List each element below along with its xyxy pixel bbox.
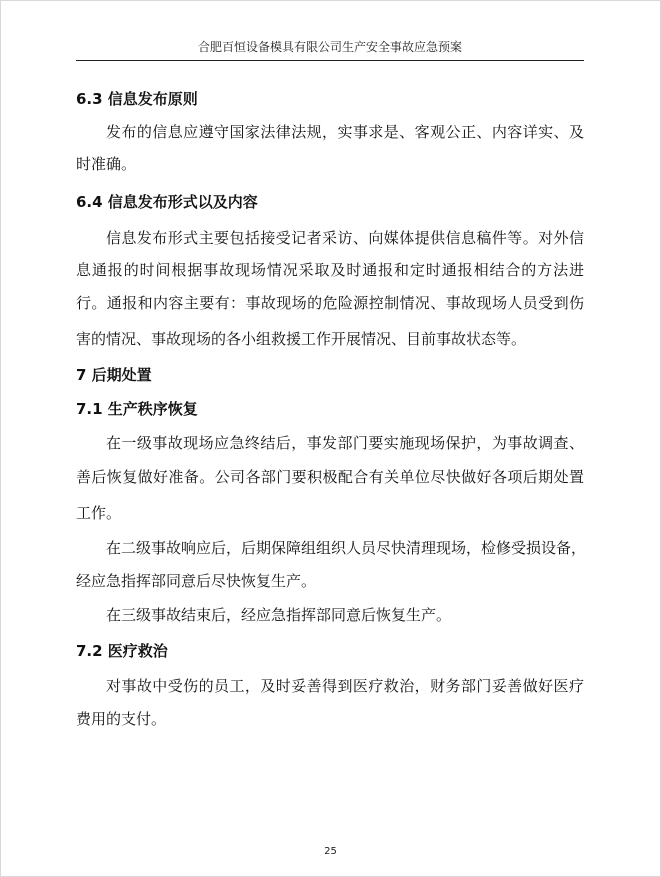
paragraph-line: 息通报的时间根据事故现场情况采取及时通报和定时通报相结合的方法进 [76,261,584,279]
paragraph-line: 经应急指挥部同意后尽快恢复生产。 [76,572,317,590]
section-heading-6-3: 6.3 信息发布原则 [76,90,198,108]
paragraph-line: 工作。 [76,504,122,522]
paragraph-line: 害的情况、事故现场的各小组救援工作开展情况、目前事故状态等。 [76,330,527,348]
paragraph-line: 在三级事故结束后，经应急指挥部同意后恢复生产。 [106,606,452,624]
section-heading-7: 7 后期处置 [76,366,152,384]
paragraph-line: 发布的信息应遵守国家法律法规，实事求是、客观公正、内容详实、及 [106,123,584,141]
paragraph-line: 信息发布形式主要包括接受记者采访、向媒体提供信息稿件等。对外信 [106,229,584,247]
section-heading-7-2: 7.2 医疗救治 [76,642,168,660]
page-number: 25 [324,846,337,857]
paragraph-line: 费用的支付。 [76,710,167,728]
section-heading-7-1: 7.1 生产秩序恢复 [76,400,198,418]
paragraph-line: 在一级事故现场应急终结后，事发部门要实施现场保护，为事故调查、 [106,434,584,452]
page-header: 合肥百恒设备模具有限公司生产安全事故应急预案 [76,38,584,61]
paragraph-line: 善后恢复做好准备。公司各部门要积极配合有关单位尽快做好各项后期处置 [76,468,584,486]
paragraph-line: 行。通报和内容主要有：事故现场的危险源控制情况、事故现场人员受到伤 [76,294,584,312]
paragraph-line: 对事故中受伤的员工，及时妥善得到医疗救治，财务部门妥善做好医疗 [106,677,584,695]
paragraph-line: 在二级事故响应后，后期保障组组织人员尽快清理现场，检修受损设备， [106,539,587,557]
paragraph-line: 时准确。 [76,155,137,173]
section-heading-6-4: 6.4 信息发布形式以及内容 [76,193,258,211]
